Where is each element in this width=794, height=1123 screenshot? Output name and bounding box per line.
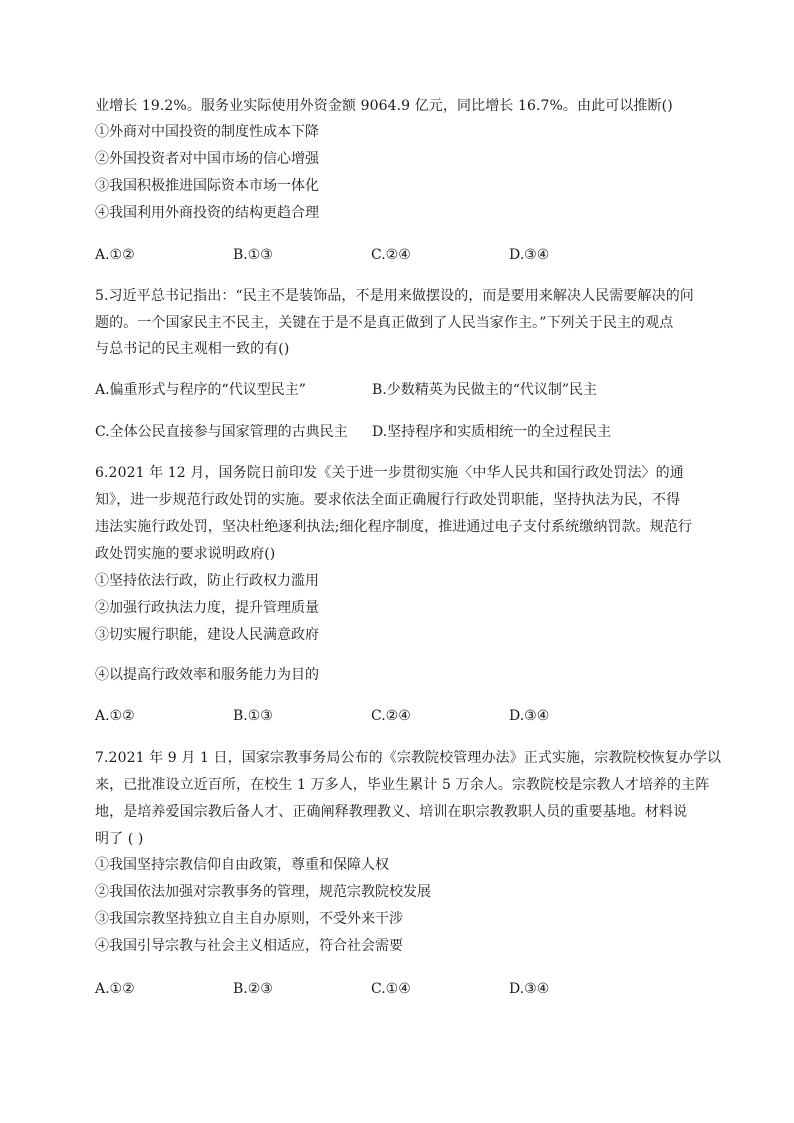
- q6-stem-line-2: 知》，进一步规范行政处罚的实施。要求依法全面正确履行行政处罚职能，坚持执法为民，不得: [95, 492, 681, 508]
- q5-option-b: B.少数精英为民做主的“代议制”民主: [372, 382, 598, 398]
- q6-option-b: B.①③: [233, 708, 273, 724]
- q4-option-d: D.③④: [509, 247, 550, 263]
- q4-option-c: C.②④: [371, 247, 411, 263]
- q5-option-d: D.坚持程序和实质相统一的全过程民主: [372, 424, 612, 440]
- q7-option-b: B.②③: [233, 981, 273, 997]
- q4-item-1: ①外商对中国投资的制度性成本下降: [95, 124, 319, 140]
- q4-option-a: A.①②: [95, 247, 135, 263]
- q4-item-3: ③我国积极推进国际资本市场一体化: [95, 178, 319, 194]
- q7-stem-line-3: 地，是培养爱国宗教后备人才、正确阐释教理教义、培训在职宗教教职人员的重要基地。材料说: [95, 804, 688, 820]
- q6-stem-line-3: 违法实施行政处罚，坚决杜绝逐利执法;细化程序制度，推进通过电子支付系统缴纳罚款。规范行: [95, 519, 693, 535]
- q7-option-a: A.①②: [95, 981, 135, 997]
- q4-item-4: ④我国利用外商投资的结构更趋合理: [95, 205, 319, 221]
- q6-option-d: D.③④: [509, 708, 550, 724]
- q7-stem-line-1: 7.2021 年 9 月 1 日，国家宗教事务局公布的《宗教院校管理办法》正式实施，宗教院校恢复办学以: [95, 750, 722, 766]
- q5-stem-line-2: 题的。一个国家民主不民主，关键在于是不是真正做到了人民当家作主。”下列关于民主的观点: [95, 315, 674, 331]
- q5-stem-line-1: 5.习近平总书记指出：“民主不是装饰品，不是用来做摆设的，而是要用来解决人民需要解决的问: [95, 288, 694, 304]
- q7-item-1: ①我国坚持宗教信仰自由政策，尊重和保障人权: [95, 857, 389, 873]
- q6-stem-line-1: 6.2021 年 12 月，国务院日前印发《关于进一步贯彻实施〈中华人民共和国行政处罚法〉的通: [95, 465, 684, 481]
- q7-stem-line-4: 明了 ( ): [95, 831, 144, 847]
- q5-option-a: A.偏重形式与程序的“代议型民主”: [95, 382, 306, 398]
- q7-item-2: ②我国依法加强对宗教事务的管理，规范宗教院校发展: [95, 884, 431, 900]
- q6-item-3: ③切实履行职能，建设人民满意政府: [95, 627, 319, 643]
- q6-item-2: ②加强行政执法力度，提升管理质量: [95, 600, 319, 616]
- q7-item-3: ③我国宗教坚持独立自主自办原则，不受外来干涉: [95, 911, 403, 927]
- q7-stem-line-2: 来，已批准设立近百所，在校生 1 万多人，毕业生累计 5 万余人。宗教院校是宗教人才培养的主阵: [95, 777, 710, 793]
- q6-item-4: ④以提高行政效率和服务能力为目的: [95, 667, 319, 683]
- q6-item-1: ①坚持依法行政，防止行政权力滥用: [95, 573, 319, 589]
- q5-option-c: C.全体公民直接参与国家管理的古典民主: [95, 424, 348, 440]
- q6-option-c: C.②④: [371, 708, 411, 724]
- q6-option-a: A.①②: [95, 708, 135, 724]
- q7-option-c: C.①④: [371, 981, 411, 997]
- q4-option-b: B.①③: [233, 247, 273, 263]
- q7-option-d: D.③④: [509, 981, 550, 997]
- q7-item-4: ④我国引导宗教与社会主义相适应，符合社会需要: [95, 938, 403, 954]
- q6-stem-line-4: 政处罚实施的要求说明政府(): [95, 546, 276, 562]
- q4-stem-tail: 业增长 19.2%。服务业实际使用外资金额 9064.9 亿元，同比增长 16.7%。由此可以推断(): [95, 98, 673, 114]
- q5-stem-line-3: 与总书记的民主观相一致的有(): [95, 341, 290, 357]
- q4-item-2: ②外国投资者对中国市场的信心增强: [95, 151, 319, 167]
